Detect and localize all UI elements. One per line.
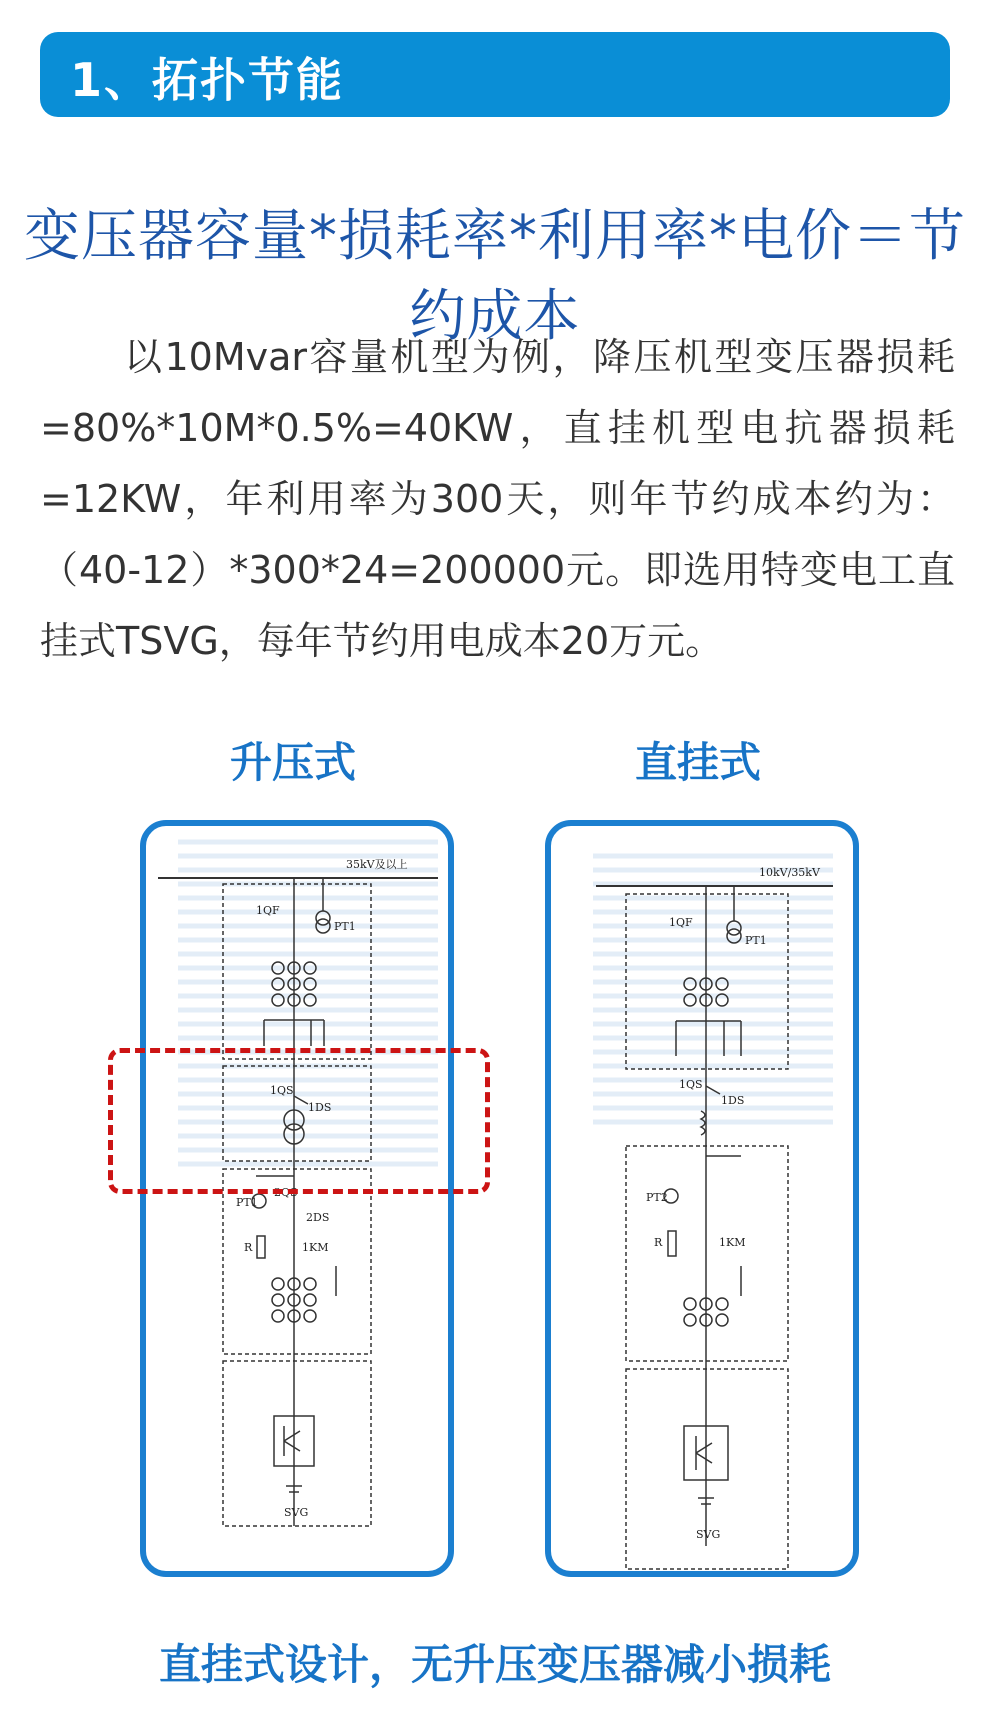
label-1km: 1KM xyxy=(719,1236,746,1249)
label-1km: 1KM xyxy=(302,1241,329,1254)
bus-voltage-label: 10kV/35kV xyxy=(759,866,820,879)
label-r: R xyxy=(244,1241,253,1254)
label-1qf: 1QF xyxy=(669,916,693,929)
label-1ds: 1DS xyxy=(721,1094,745,1107)
label-svg: SVG xyxy=(284,1506,309,1519)
direct-circuit-diagram xyxy=(551,826,853,1571)
label-2ds: 2DS xyxy=(306,1211,330,1224)
diagram-boost xyxy=(140,820,454,1577)
label-1qs: 1QS xyxy=(270,1084,294,1097)
label-pt1: PT1 xyxy=(745,934,767,947)
diagram-title-direct: 直挂式 xyxy=(634,738,761,787)
formula-title: 变压器容量*损耗率*利用率*电价＝节约成本 xyxy=(24,204,966,349)
bus-voltage-label: 35kV及以上 xyxy=(346,858,408,871)
diagram-direct xyxy=(545,820,859,1577)
label-2qs: 2QS xyxy=(274,1186,298,1199)
label-pt2: PT2 xyxy=(646,1191,668,1204)
caption: 直挂式设计，无升压变压器减小损耗 xyxy=(158,1640,831,1689)
section-header xyxy=(40,32,950,117)
label-1qf: 1QF xyxy=(256,904,280,917)
label-r: R xyxy=(654,1236,663,1249)
label-1qs: 1QS xyxy=(679,1078,703,1091)
boost-circuit-diagram xyxy=(146,826,448,1571)
label-pt: PT1 xyxy=(236,1196,258,1209)
label-svg: SVG xyxy=(696,1528,721,1541)
transformer-highlight xyxy=(108,1048,490,1194)
body-paragraph: 以10Mvar容量机型为例，降压机型变压器损耗=80%*10M*0.5%=40KW，直挂机型电抗器损耗=12KW，年利用率为300天，则年节约成本约为：（40-12）*300*24=200000元。即选用特变电工直挂式TSVG，每年节约用电成本20万元。 xyxy=(40,335,955,663)
label-1ds: 1DS xyxy=(308,1101,332,1114)
section-title: 1、拓扑节能 xyxy=(70,53,345,107)
diagram-title-boost: 升压式 xyxy=(229,738,356,787)
label-pt1: PT1 xyxy=(334,920,356,933)
